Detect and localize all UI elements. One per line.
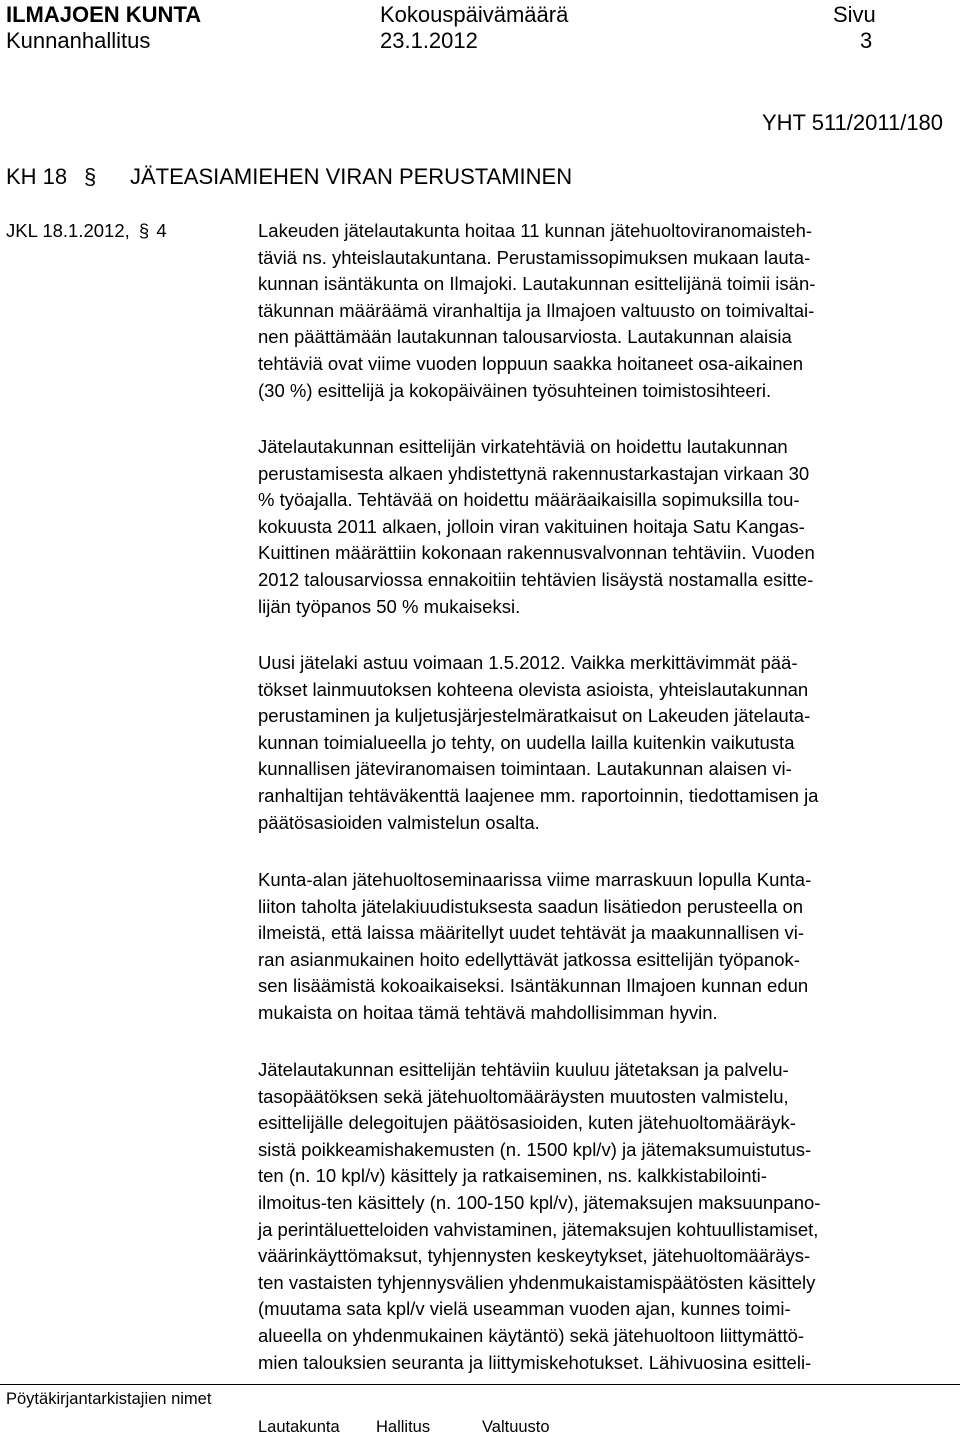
text-line: Lakeuden jätelautakunta hoitaa 11 kunnan jätehuoltoviranomaisteh- [258,220,813,241]
text-line: nen päättämään lautakunnan talousarviosta. Lautakunnan alaisia [258,326,792,348]
text-line: Jätelautakunnan esittelijän tehtäviin kuuluu jätetaksan ja palvelu- [258,1059,789,1080]
case-reference: YHT 511/2011/180 [762,110,944,135]
text-line: mien talouksien seuranta ja liittymiskehotukset. Lähivuosina esitteli- [258,1351,812,1373]
prior-handling [6,218,167,244]
text-line: mukaista on hoitaa tämä tehtävä mahdollisimman hyvin. [258,1001,718,1023]
section-symbol: § [84,164,97,189]
text-line: kunnan isäntäkunta on Ilmajoki. Lautakunnan esittelijänä toimii isän- [258,273,816,295]
footer-divider [0,1384,960,1385]
text-line: Kunta-alan jätehuoltoseminaarissa viime marraskuun lopulla Kunta- [258,869,812,890]
text-line: 2012 talousarviossa ennakoitiin tehtävien lisäystä nostamalla esitte- [258,568,814,590]
text-line: ten (n. 10 kpl/v) käsittely ja ratkaiseminen, ns. kalkkistabilointi- [258,1165,767,1187]
committee-name: Kunnanhallitus [6,28,151,53]
text-line: sistä poikkeamishakemusten (n. 1500 kpl/v) ja jätemaksumuistutus- [258,1138,812,1160]
text-line: tökset lainmuutoksen kohteena olevista asioista, yhteislautakunnan [258,678,809,700]
text-line: ilmoitus-ten käsittely (n. 100-150 kpl/v), jätemaksujen maksuunpano- [258,1191,821,1213]
section-number: KH 18 [6,164,68,189]
org-name: ILMAJOEN KUNTA [6,2,202,27]
page-label: Sivu [833,2,876,27]
text-line: % työajalla. Tehtävää on hoidettu määräaikaisilla sopimuksilla tou- [258,489,800,511]
text-line: alueella on yhdenmukainen käytäntö) sekä jätehuoltoon liittymättö- [258,1324,805,1346]
paragraph-1 [258,218,948,404]
text-line: Jätelautakunnan esittelijän virkatehtäviä on hoidettu lautakunnan [258,436,788,457]
text-line: tehtäviä ovat viime vuoden loppuun saakka hoitaneet osa-aikainen [258,352,804,374]
text-line: täviä ns. yhteislautakuntana. Perustamissopimuksen mukaan lauta- [258,246,811,268]
text-line: kunnan toimialueella jo tehty, on uudella lailla kuitenkin vaikutusta [258,731,795,753]
text-line: kokuusta 2011 alkaen, jolloin viran vakituinen hoitaja Satu Kangas- [258,515,805,537]
meeting-date: 23.1.2012 [380,28,478,53]
text-line: ja perintäluetteloiden vahvistaminen, jätemaksujen kohtuullistamiset, [258,1218,819,1240]
footer-col-hallitus: Hallitus [376,1418,431,1436]
text-line: perustamisesta alkaen yhdistettynä rakennustarkastajan virkaan 30 [258,462,810,484]
footer-col-lautakunta: Lautakunta [258,1418,340,1436]
text-line: päätösasioiden valmistelun osalta. [258,811,540,833]
text-line: ten vastaisten tyhjennysvälien yhdenmukaistamispäätösten käsittely [258,1271,816,1293]
page-number: 3 [860,28,873,53]
paragraph-2 [258,434,948,620]
text-line: ran asianmukainen hoito edellyttävät jatkossa esittelijän työpanok- [258,948,800,970]
text-line: ranhaltijan tehtäväkenttä laajenee mm. raportoinnin, tiedottamisen ja [258,784,819,806]
meeting-date-label: Kokouspäivämäärä [380,2,569,27]
paragraph-3 [258,650,948,836]
text-line: kunnallisen jäteviranomaisen toimintaan. Lautakunnan alaisen vi- [258,758,792,780]
footer-title: Pöytäkirjantarkistajien nimet [6,1390,212,1408]
paragraph-4 [258,867,948,1027]
text-line: Kuittinen määrättiin kokonaan rakennusvalvonnan tehtäviin. Vuoden [258,542,815,564]
text-line: esittelijälle delegoitujen päätösasioiden, kuten jätehuoltomääräyk- [258,1112,796,1134]
text-line: perustaminen ja kuljetusjärjestelmäratkaisut on Lakeuden jätelauta- [258,705,811,727]
prior-num: 4 [156,220,167,241]
text-line: tasopäätöksen sekä jätehuoltomääräysten muutosten valmistelu, [258,1085,789,1107]
text-line: lijän työpanos 50 % mukaiseksi. [258,595,521,617]
text-line: ilmeistä, että laissa määritellyt uudet tehtävät ja maakunnallisen vi- [258,922,805,944]
section-title: JÄTEASIAMIEHEN VIRAN PERUSTAMINEN [130,164,573,189]
text-line: sen lisäämistä kokoaikaiseksi. Isäntäkunnan Ilmajoen kunnan edun [258,975,809,997]
text-line: Uusi jätelaki astuu voimaan 1.5.2012. Vaikka merkittävimmät pää- [258,652,798,673]
text-line: täkunnan määräämä viranhaltija ja Ilmajoen valtuusto on toimivaltai- [258,299,815,321]
paragraph-5 [258,1057,948,1376]
text-line: (30 %) esittelijä ja kokopäiväinen työsuhteinen toimistosihteeri. [258,379,772,401]
prior-ref: JKL 18.1.2012, [6,220,130,241]
text-line: (muutama sata kpl/v vielä useamman vuoden ajan, kunnes toimi- [258,1298,791,1320]
text-line: väärinkäyttömaksut, tyhjennysten keskeytykset, jätehuoltomääräys- [258,1245,811,1267]
text-line: liiton taholta jätelakiuudistuksesta saadun lisätiedon perusteella on [258,895,804,917]
footer-col-valtuusto: Valtuusto [482,1418,550,1436]
prior-symbol: § [138,220,150,241]
